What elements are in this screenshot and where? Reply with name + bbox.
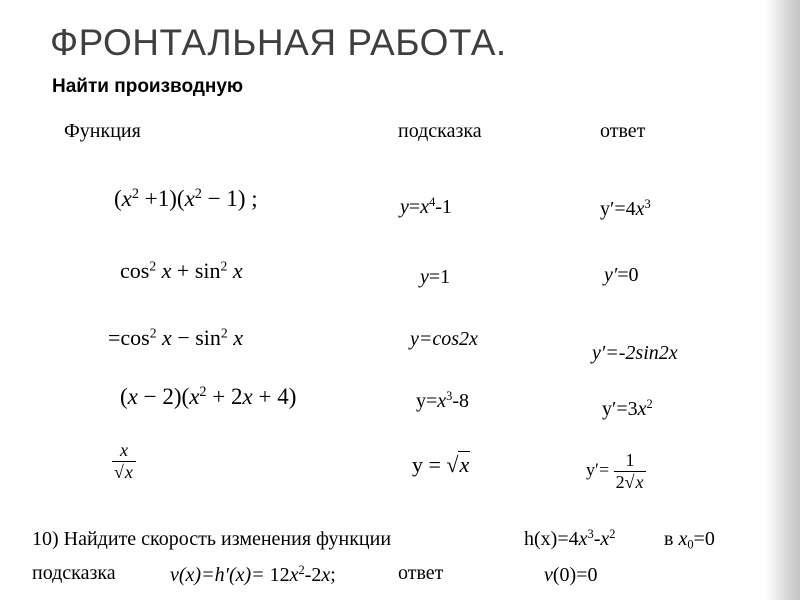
row1-function: $(x^2 +1)(x^2 - 1)$ ; bbox=[114, 186, 258, 211]
task10-answer-label: ответ bbox=[398, 562, 444, 584]
slide-subtitle: Найти производную bbox=[52, 76, 244, 97]
task10-text: 10) Найдите скорость изменения функции bbox=[32, 528, 392, 550]
row5-answer: y′= $\frac{1}{2√x}$ bbox=[586, 450, 646, 493]
row4-answer: $y'=3x^2$ bbox=[602, 397, 653, 420]
slide-edge-shade bbox=[766, 0, 800, 600]
row5-function: $\frac{x}{√x}$ bbox=[112, 440, 136, 483]
task10-function: $h(x)=4x^3-x^2$ bbox=[524, 527, 616, 550]
row1-answer: $y'=4x^3$ bbox=[600, 197, 651, 220]
row5-hint: y = √x bbox=[412, 452, 470, 477]
row3-answer: y′=-2sin2x bbox=[592, 342, 678, 364]
header-hint: подсказка bbox=[398, 120, 482, 142]
task10-answer: v(0)=0 bbox=[544, 564, 598, 586]
row4-hint: $y=x^3-8$ bbox=[416, 389, 470, 412]
row4-function: $(x - 2)(x^2 + 2x + 4)$ bbox=[120, 384, 297, 409]
header-function: Функция bbox=[64, 120, 141, 142]
row2-answer: y′=0 bbox=[604, 264, 639, 286]
header-answer: ответ bbox=[600, 120, 646, 142]
row2-hint: y=1 bbox=[420, 266, 451, 288]
row3-hint: y=cos2x bbox=[410, 328, 478, 350]
task10-point: в $x_0=0$ bbox=[664, 528, 715, 552]
row3-function: $=\cos^2$ $x - \sin^2 x$ bbox=[108, 325, 243, 350]
row1-hint: $y=x^4-1$ bbox=[400, 195, 452, 218]
task10-hint: $v(x)=h'(x)= 12x^2-2x$; bbox=[170, 563, 336, 586]
slide-title: ФРОНТАЛЬНАЯ РАБОТА. bbox=[50, 22, 507, 63]
row2-function: $\cos^2 x + \sin^2 x$ bbox=[120, 258, 243, 283]
task10-hint-label: подсказка bbox=[32, 562, 116, 584]
